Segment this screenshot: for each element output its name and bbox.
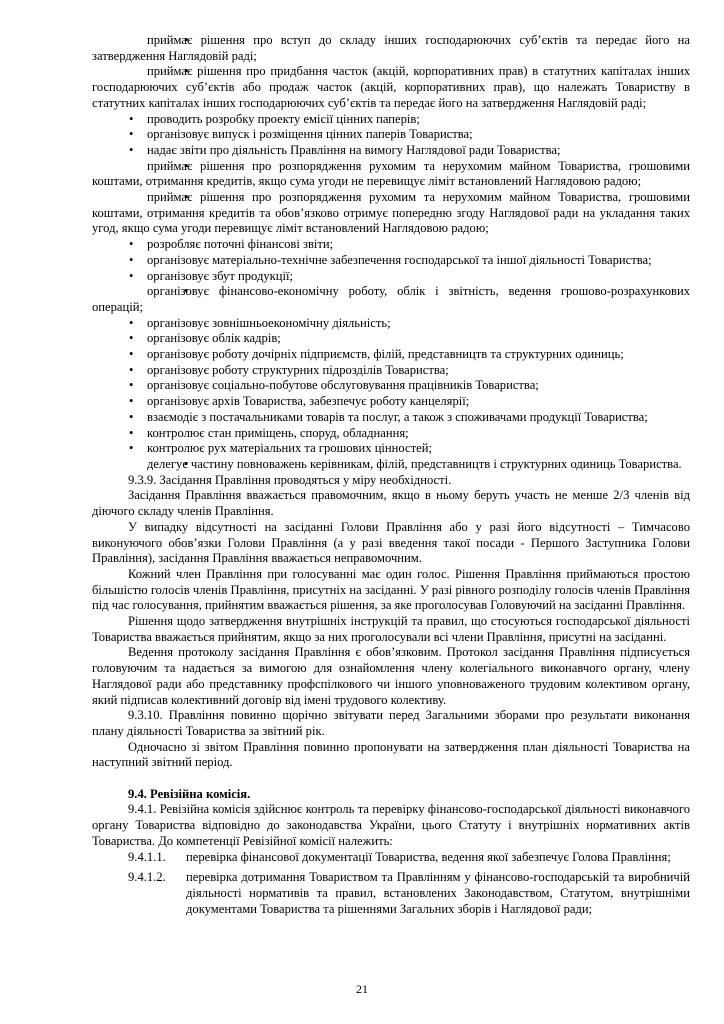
numbered-item bbox=[92, 850, 690, 866]
bullet-item: • організовує соціально-побутове обслуговування працівників Товариства; bbox=[92, 378, 690, 394]
bullet-item: • організовує роботу дочірніх підприємств, філій, представництв та структурних одиниць; bbox=[92, 347, 690, 363]
section-intro: 9.4.1. Ревізійна комісія здійснює контроль та перевірку фінансово-господарської діяльності виконавчого органу Товариства відповідно до законодавства України, цього Статуту і внутрішніх нормативних актів Товариства. До компетенції Ревізійної комісії належить: bbox=[92, 802, 690, 848]
page-number: 21 bbox=[356, 982, 368, 996]
bullet-item: • організовує облік кадрів; bbox=[92, 331, 690, 347]
bullet-item: • організовує фінансово-економічну роботу, облік і звітність, ведення грошово-розрахункових операцій; bbox=[92, 284, 690, 315]
page-content bbox=[92, 33, 690, 917]
bullet-item: • розробляє поточні фінансові звіти; bbox=[92, 237, 690, 253]
paragraph: 9.3.9. Засідання Правління проводяться у міру необхідності. bbox=[128, 472, 452, 487]
paragraph: У випадку відсутності на засіданні Голови Правління або у разі його відсутності – Тимчасово виконуючого обов’язки Голови Правління (а у разі введення такої посади - Першого Заступника Голови Правління), засідання Правління вважається неправомочним. bbox=[92, 519, 690, 566]
paragraph: Ведення протоколу засідання Правління є обов’язковим. Протокол засідання Правління підписується головуючим та надається за вимогою для ознайомлення члену колегіального виконавчого органу, члену Наглядової ради або представнику профспілкового чи іншого уповноваженого трудовим колективом органу, який підписав колективний договір від імені трудового колективу. bbox=[92, 645, 690, 707]
bullet-item: • організовує випуск і розміщення цінних паперів Товариства; bbox=[92, 127, 690, 143]
bullet-item: • організовує матеріально-технічне забезпечення господарської та іншої діяльності Товариства; bbox=[92, 253, 690, 269]
bullet-item: • організовує роботу структурних підрозділів Товариства; bbox=[92, 363, 690, 379]
paragraph: Рішення щодо затвердження внутрішніх інструкцій та правил, що стосуються господарської діяльності Товариства вважається прийнятим, якщо за них проголосували всі члени Правління, присутні на засіданні. bbox=[92, 614, 690, 644]
paragraph: Засідання Правління вважається правомочним, якщо в ньому беруть участь не менше 2/3 членів від діючого складу членів Правління. bbox=[92, 488, 690, 519]
spacer bbox=[92, 771, 690, 787]
item-text: перевірка дотримання Товариством та Правлінням у фінансово-господарській та виробничій діяльності нормативів та правил, встановлених Законодавством, Статутом, внутрішніми документами Товариства та рішеннями Загальних зборів і Наглядової ради; bbox=[186, 870, 690, 916]
paragraph: 9.3.10. Правління повинно щорічно звітувати перед Загальними зборами про результати виконання плану діяльності Товариства за звітний рік. bbox=[92, 708, 690, 738]
bullet-item: • приймає рішення про розпорядження рухомим та нерухомим майном Товариства, грошовими коштами, отримання кредитів, якщо сума угоди не перевищує ліміт встановлений Наглядовою радою; bbox=[92, 159, 690, 190]
numbered-item bbox=[92, 870, 690, 917]
item-number: 9.4.1.2. bbox=[128, 870, 166, 885]
bullet-item: • приймає рішення про розпорядження рухомим та нерухомим майном Товариства, грошовими коштами, отримання кредитів та обов’язково отримує попередню згоду Наглядової ради на укладання таких угод, якщо сума угоди перевищує ліміт встановлений Наглядовою радою; bbox=[92, 190, 690, 237]
bullet-item: • надає звіти про діяльність Правління на вимогу Наглядової ради Товариства; bbox=[92, 143, 690, 159]
bullet-item: • контролює стан приміщень, споруд, обладнання; bbox=[92, 426, 690, 442]
item-number: 9.4.1.1. bbox=[128, 849, 166, 864]
bullet-item: • делегує частину повноважень керівникам, філій, представництв і структурних одиниць Товариства. bbox=[92, 457, 690, 473]
item-text: перевірка фінансової документації Товариства, ведення якої забезпечує Голова Правління; bbox=[186, 849, 671, 864]
bullet-item: • приймає рішення про придбання часток (акцій, корпоративних прав) в статутних капіталах інших господарюючих суб’єктів або продаж часток (акцій, корпоративних прав), що належать Товариству в статутних капіталах інших господарюючих суб’єктів та передає його на затвердження Наглядовій раді; bbox=[92, 64, 690, 111]
paragraph: Кожний член Правління при голосуванні має один голос. Рішення Правління приймаються простою більшістю голосів членів Правління, присутніх на засіданні. У разі рівного розподілу голосів членів Правління під час голосування, прийнятим вважається рішення, за яке проголосував Головуючий на засіданні Правління. bbox=[92, 566, 690, 613]
bullet-item: • організовує збут продукції; bbox=[92, 269, 690, 285]
bullet-item: • контролює рух матеріальних та грошових цінностей; bbox=[92, 441, 690, 457]
section-heading: 9.4. Ревізійна комісія. bbox=[128, 786, 251, 801]
bullet-item: • взаємодіє з постачальниками товарів та послуг, а також з споживачами продукції Товариства; bbox=[92, 410, 690, 426]
bullet-item: • проводить розробку проекту емісії цінних паперів; bbox=[92, 112, 690, 128]
paragraph: Одночасно зі звітом Правління повинно пропонувати на затвердження план діяльності Товариства на наступний звітний період. bbox=[92, 739, 690, 770]
bullet-item: • організовує зовнішньоекономічну діяльність; bbox=[92, 316, 690, 332]
bullet-item: • приймає рішення про вступ до складу інших господарюючих суб’єктів та передає його на затвердження Наглядовій раді; bbox=[92, 33, 690, 64]
bullet-item: • організовує архів Товариства, забезпечує роботу канцелярії; bbox=[92, 394, 690, 410]
